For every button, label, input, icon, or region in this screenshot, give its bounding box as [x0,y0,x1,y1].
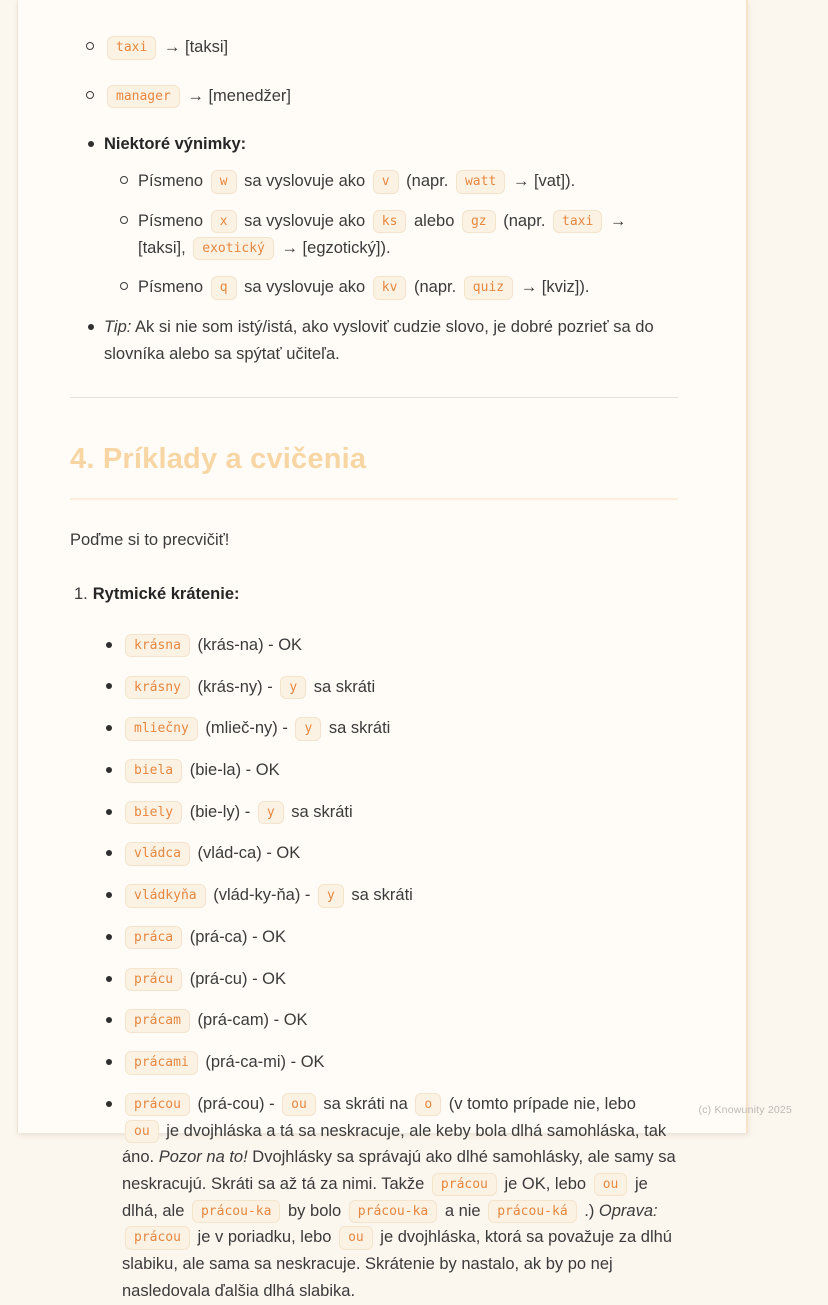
list-item [138,274,678,301]
list-item [122,840,678,867]
exceptions-item [104,131,678,301]
document-content [70,34,678,1305]
list-item-text: Písmeno x sa vyslovuje ako ks alebo gz (napr. taxi → [taksi], exotický → [egzotický]). [138,212,626,257]
code-chip: quiz [464,276,513,300]
code-chip: mliečny [125,717,198,741]
code-chip: o [415,1093,441,1117]
code-chip: manager [107,85,180,109]
watermark: (c) Knowunity 2025 [698,1104,792,1116]
code-chip: v [373,170,399,194]
list-item [122,757,678,784]
list-item [122,1007,678,1034]
list-item [122,632,678,659]
list-item-text: krásna (krás-na) - OK [122,636,302,654]
code-chip: vládca [125,842,190,866]
intro-text: Poďme si to precvičiť! [70,531,230,550]
tip-item [104,314,678,367]
pronunciation-example-list [70,34,678,109]
code-chip: ou [339,1226,373,1250]
list-item-text: prácam (prá-cam) - OK [122,1011,308,1029]
code-chip: prácou-ka [192,1200,280,1224]
code-chip: taxi [107,36,156,60]
code-chip: krásny [125,676,190,700]
code-chip: y [318,884,344,908]
code-chip: vládkyňa [125,884,206,908]
code-chip: biely [125,801,182,825]
list-item-text: Písmeno w sa vyslovuje ako v (napr. watt → [vat]). [138,172,575,190]
list-item [122,715,678,742]
code-chip: q [211,276,237,300]
code-chip: kv [373,276,407,300]
code-chip: taxi [553,210,602,234]
list-item [122,966,678,993]
list-item-text: biela (bie-la) - OK [122,761,280,779]
list-item [122,1091,678,1305]
code-chip: exotický [193,237,274,261]
list-item [104,34,678,61]
section-heading: 4. Príklady a cvičenia [70,436,678,500]
list-item-text: krásny (krás-ny) - y sa skráti [122,678,375,696]
code-chip: y [280,676,306,700]
list-item-text: biely (bie-ly) - y sa skráti [122,803,353,821]
code-chip: ou [282,1093,316,1117]
code-chip: watt [456,170,505,194]
code-chip: biela [125,759,182,783]
code-chip: y [258,801,284,825]
exercise-number: 1. [74,585,88,604]
list-item-text: Písmeno q sa vyslovuje ako kv (napr. quiz → [kviz]). [138,278,589,296]
list-item-text: prácou (prá-cou) - ou sa skráti na o (v tomto prípade nie, lebo ou je dvojhláska a tá sa neskracuje, ale keby bola dlhá samohláska, tak áno. Pozor na to! Dvojhlásky sa správajú ako dlhé samohlásky, ale samy sa neskracujú. Skráti sa až tá za nimi. Takže prácou je OK, lebo ou je dlhá, ale prácou-ka by bolo prácou-ka a nie prácou-ká .) Oprava: prácou je v poriadku, lebo ou je dvojhláska, ktorá sa považuje za dlhú slabiku, ale sama sa neskracuje. Skrátenie by nastalo, ak by po nej nasledovala ďalšia dlhá slabika. [122,1094,676,1300]
list-item-text: taxi → [taksi] [104,38,228,56]
code-chip: práca [125,926,182,950]
code-chip: prácou-ka [349,1200,437,1224]
code-chip: x [211,210,237,234]
list-item-text: prácu (prá-cu) - OK [122,970,286,988]
exceptions-list [104,168,678,301]
list-item-text: mliečny (mlieč-ny) - y sa skráti [122,719,390,737]
tip-block [70,314,678,367]
code-chip: prácou [125,1226,190,1250]
list-item-text: vládkyňa (vlád-ky-ňa) - y sa skráti [122,886,413,904]
exceptions-title: Niektoré výnimky: [104,135,247,154]
document-page [18,0,748,1300]
tip-text: Tip: Ak si nie som istý/istá, ako vysloviť cudzie slovo, je dobré pozrieť sa do slovníka alebo sa spýtať učiteľa. [104,318,654,363]
list-item [122,674,678,701]
list-item [138,208,678,261]
list-item [122,882,678,909]
code-chip: ou [125,1120,159,1144]
list-item-text: vládca (vlád-ca) - OK [122,844,300,862]
list-item [138,168,678,195]
code-chip: ou [594,1173,628,1197]
code-chip: prácou-ká [488,1200,576,1224]
code-chip: prácami [125,1051,198,1075]
code-chip: prácam [125,1009,190,1033]
list-item [104,83,678,110]
code-chip: gz [462,210,496,234]
exercise-item-list [70,632,678,1305]
exercise-header [74,581,678,608]
section-divider [70,397,678,398]
code-chip: ks [373,210,407,234]
code-chip: prácou [125,1093,190,1117]
exceptions-block [70,131,678,301]
code-chip: y [295,717,321,741]
code-chip: w [211,170,237,194]
list-item [122,924,678,951]
code-chip: prácou [432,1173,497,1197]
list-item [122,1049,678,1076]
list-item [122,799,678,826]
list-item-text: manager → [menedžer] [104,87,291,105]
list-item-text: práca (prá-ca) - OK [122,928,286,946]
list-item-text: prácami (prá-ca-mi) - OK [122,1053,325,1071]
exercise-title: Rytmické krátenie: [92,585,240,604]
code-chip: krásna [125,634,190,658]
code-chip: prácu [125,968,182,992]
